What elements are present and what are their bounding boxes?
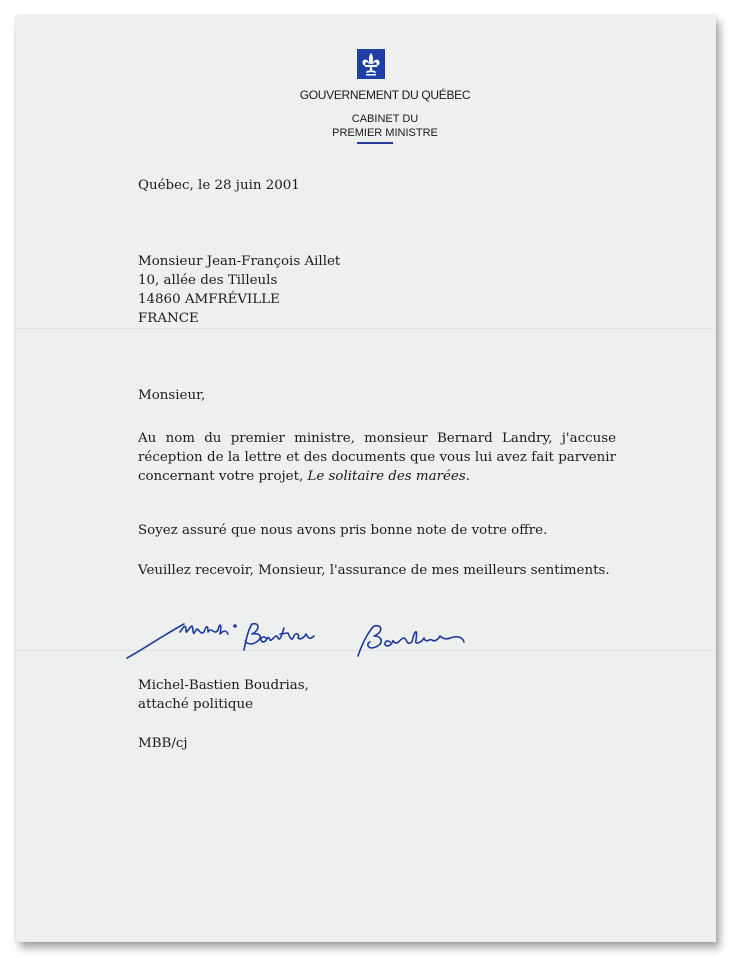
paragraph-end: .	[465, 469, 470, 484]
header-rule	[357, 142, 393, 144]
office-line-1: CABINET DU	[351, 113, 419, 125]
closing-paragraph: Veuillez recevoir, Monsieur, l'assurance de mes meilleurs sentiments.	[138, 563, 610, 578]
recipient-country: FRANCE	[138, 311, 199, 326]
fleur-de-lis-icon	[357, 49, 385, 79]
recipient-address	[138, 252, 616, 328]
paper-fold-line	[16, 328, 716, 330]
office-line-2: PREMIER MINISTRE	[332, 127, 438, 139]
salutation: Monsieur,	[138, 388, 206, 403]
paragraph-text: Au nom du premier ministre, monsieur Bernard Landry, j'accuse réception de la lettre et des documents que vous lui avez fait parvenir concernant votre projet,	[138, 431, 616, 484]
office-name	[16, 112, 716, 140]
body-paragraph-2: Soyez assuré que nous avons pris bonne note de votre offre.	[138, 523, 548, 538]
letter-date: Québec, le 28 juin 2001	[138, 178, 300, 193]
recipient-city: 14860 AMFRÉVILLE	[138, 292, 280, 307]
signer-title: attaché politique	[138, 697, 254, 712]
signer-block	[138, 676, 616, 714]
government-name: GOUVERNEMENT DU QUÉBEC	[299, 88, 471, 102]
project-title: Le solitaire des marées	[307, 469, 466, 484]
letter-page	[16, 16, 716, 942]
body-paragraph-1	[138, 429, 616, 486]
handwritten-signature	[122, 616, 502, 666]
recipient-name: Monsieur Jean-François Aillet	[138, 254, 341, 269]
reference-initials: MBB/cj	[138, 736, 188, 751]
signer-name: Michel-Bastien Boudrias,	[138, 678, 309, 693]
recipient-street: 10, allée des Tilleuls	[138, 273, 278, 288]
